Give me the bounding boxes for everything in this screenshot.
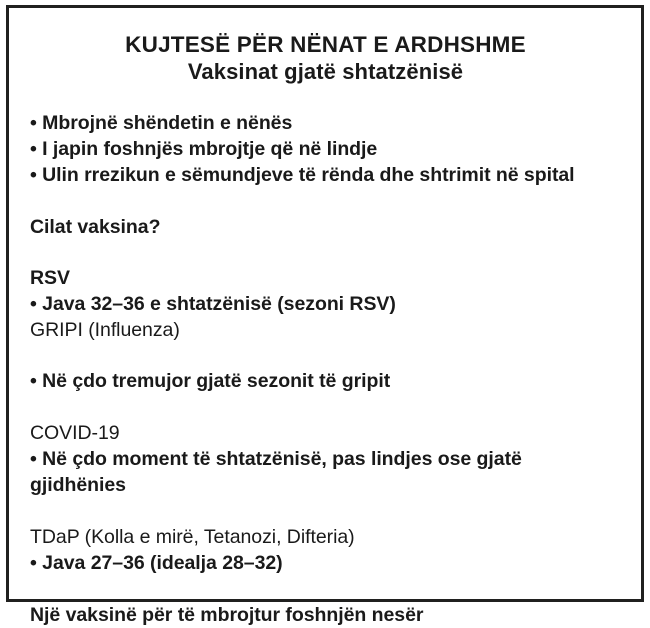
vaccine-group-covid (30, 420, 621, 498)
vaccine-detail: • Në çdo tremujor gjatë sezonit të gripit (30, 369, 391, 392)
section-heading-question: Cilat vaksina? (30, 215, 161, 238)
benefits-list (30, 110, 621, 188)
page-subtitle: Vaksinat gjatë shtatzënisë (187, 59, 464, 85)
vaccine-detail-influenza (30, 368, 621, 394)
poster-content (9, 8, 641, 626)
vaccine-name: RSV (30, 266, 70, 289)
vaccine-group-tdap (30, 524, 621, 576)
vaccine-detail-continued: gjidhënies (30, 473, 126, 496)
vaccine-name: GRIPI (Influenza) (30, 318, 180, 341)
vaccine-detail: • Java 32–36 e shtatzënisë (sezoni RSV) (30, 292, 396, 315)
list-item: • Mbrojnë shëndetin e nënës (30, 111, 293, 134)
page-title: KUJTESË PËR NËNAT E ARDHSHME (125, 32, 526, 57)
vaccine-detail: • Në çdo moment të shtatzënisë, pas lindjes ose gjatë (30, 447, 522, 470)
list-item: • I japin foshnjës mbrojtje që në lindje (30, 137, 378, 160)
vaccine-detail: • Java 27–36 (idealja 28–32) (30, 551, 283, 574)
poster-title-block (30, 32, 621, 85)
vaccine-name: TDaP (Kolla e mirë, Tetanozi, Difteria) (30, 525, 355, 548)
closing-statement: Një vaksinë për të mbrojtur foshnjën nesër (30, 603, 424, 626)
vaccine-group-rsv (30, 265, 621, 317)
vaccine-group-influenza (30, 317, 621, 343)
poster-card (6, 5, 644, 626)
vaccine-name: COVID-19 (30, 421, 120, 444)
list-item: • Ulin rrezikun e sëmundjeve të rënda dhe shtrimit në spital (30, 163, 575, 186)
